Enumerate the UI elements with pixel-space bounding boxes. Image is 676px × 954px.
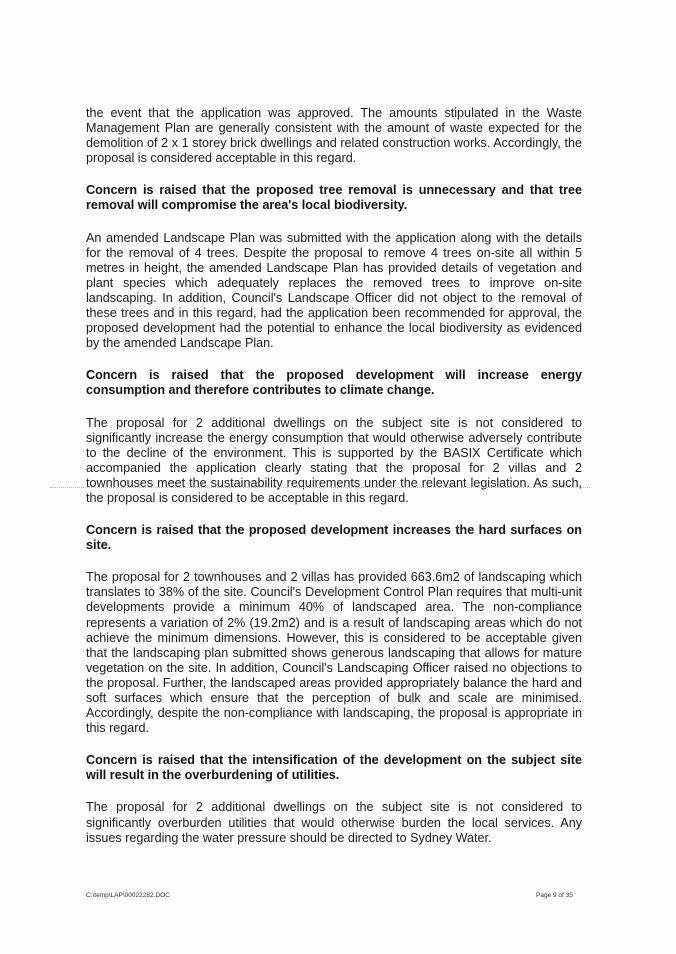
paragraph-basix-certificate: The proposal for 2 additional dwellings on the subject site is not considered to significantly increase the energy consumption that would otherwise adversely contribute to the decline of the environment. This is supported by the BASIX Certificate which accompanied the application clearly stating that the proposal for 2 villas and 2 townhouses meet the sustainability requirements under the relevant legislation. As such, the proposal is considered to be acceptable in this regard. <box>86 415 582 505</box>
heading-utilities-concern: Concern is raised that the intensification of the development on the subject site will result in the overburdening of utilities. <box>86 753 582 783</box>
heading-hard-surfaces-concern: Concern is raised that the proposed development increases the hard surfaces on site. <box>86 523 582 553</box>
footer-page-number: Page 9 of 35 <box>536 892 573 899</box>
heading-tree-removal-concern: Concern is raised that the proposed tree removal is unnecessary and that tree removal will compromise the area's local biodiversity. <box>86 183 582 213</box>
paragraph-landscape-plan: An amended Landscape Plan was submitted with the application along with the details for the removal of 4 trees. Despite the proposal to remove 4 trees on-site all within 5 metres in height, the amended Landscape Plan has provided details of vegetation and plant species which adequately replaces the removed trees to improve on-site landscaping. In addition, Council's Landscape Officer did not object to the removal of these trees and in this regard, had the application been recommended for approval, the proposed development had the potential to enhance the local biodiversity as evidenced by the amended Landscape Plan. <box>86 230 582 351</box>
footer-file-path: C:\temp\LAP\00022282.DOC <box>86 892 170 899</box>
paragraph-utilities: The proposal for 2 additional dwellings on the subject site is not considered to significantly overburden utilities that would otherwise burden the local services. Any issues regarding the water pressure should be directed to Sydney Water. <box>86 800 582 845</box>
paragraph-waste-management: the event that the application was approved. The amounts stipulated in the Waste Management Plan are generally consistent with the amount of waste expected for the demolition of 2 x 1 storey brick dwellings and related construction works. Accordingly, the proposal is considered acceptable in this regard. <box>86 106 582 166</box>
paragraph-landscaping-compliance: The proposal for 2 townhouses and 2 villas has provided 663.6m2 of landscaping which translates to 38% of the site. Council's Development Control Plan requires that multi-unit developments provide a minimum 40% of landscaped area. The non-compliance represents a variation of 2% (19.2m2) and is a result of landscaping areas which do not achieve the minimum dimensions. However, this is considered to be acceptable given that the landscaping plan submitted shows generous landscaping that allows for mature vegetation on the site. In addition, Council's Landscaping Officer raised no objections to the proposal. Further, the landscaped areas provided appropriately balance the hard and soft surfaces which ensure that the perception of bulk and scale are minimised. Accordingly, despite the non-compliance with landscaping, the proposal is appropriate in this regard. <box>86 570 582 736</box>
scan-artifact-line <box>50 487 590 488</box>
heading-energy-consumption-concern: Concern is raised that the proposed development will increase energy consumption and therefore contributes to climate change. <box>86 368 582 398</box>
page-body <box>86 106 582 863</box>
